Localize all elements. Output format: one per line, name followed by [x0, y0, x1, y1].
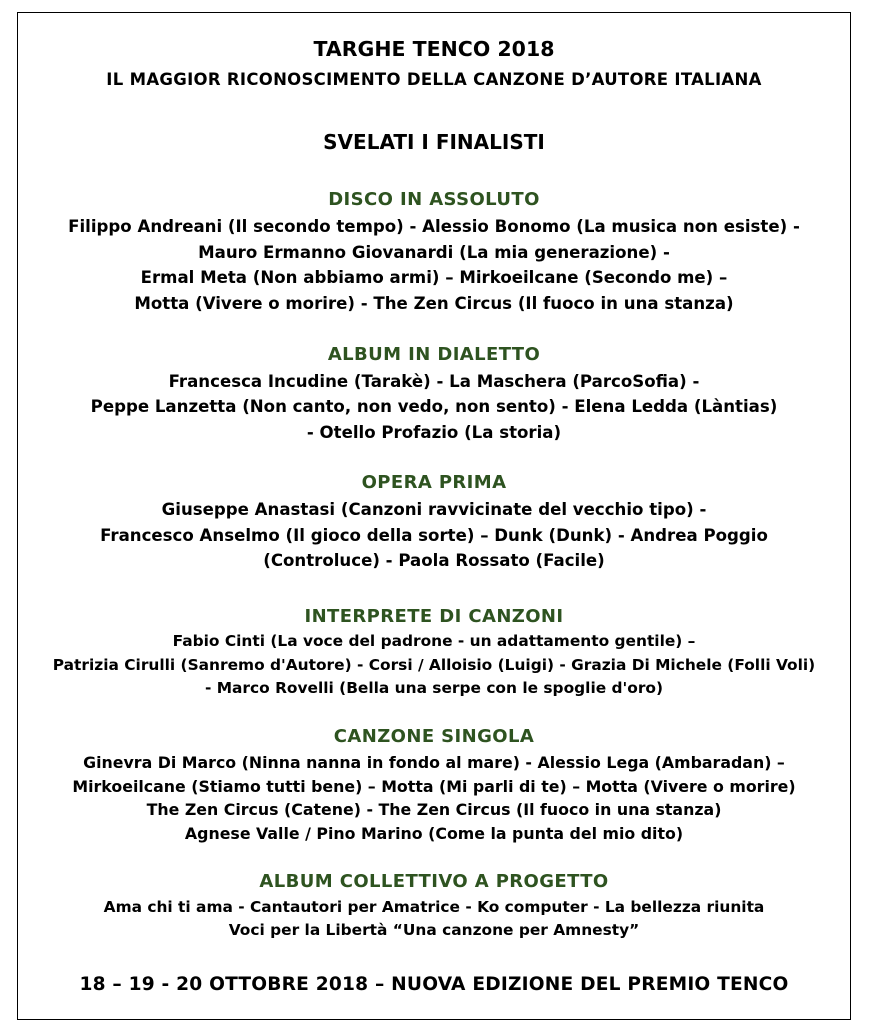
interprete-di-canzoni-line: - Marco Rovelli (Bella una serpe con le spoglie d'oro): [204, 679, 664, 697]
canzone-singola-line: The Zen Circus (Catene) - The Zen Circus (Il fuoco in una stanza): [146, 800, 722, 819]
canzone-singola-line: Mirkoeilcane (Stiamo tutti bene) – Motta (Mi parli di te) – Motta (Vivere o morire): [72, 777, 796, 796]
interprete-di-canzoni-line: Fabio Cinti (La voce del padrone - un adattamento gentile) –: [172, 632, 696, 650]
album-collettivo-line: Voci per la Libertà “Una canzone per Amnesty”: [228, 921, 640, 939]
section-title-disco-in-assoluto: DISCO IN ASSOLUTO: [328, 189, 540, 210]
footer-dates: 18 – 19 - 20 OTTOBRE 2018 – NUOVA EDIZIONE DEL PREMIO TENCO: [79, 974, 789, 995]
section-title-album-collettivo-a-progetto: ALBUM COLLETTIVO A PROGETTO: [259, 871, 609, 892]
canzone-singola-line: Ginevra Di Marco (Ninna nanna in fondo al mare) - Alessio Lega (Ambaradan) –: [83, 753, 785, 772]
section-title-album-in-dialetto: ALBUM IN DIALETTO: [327, 344, 541, 365]
opera-prima-line: Giuseppe Anastasi (Canzoni ravvicinate del vecchio tipo) -: [161, 500, 707, 519]
announcement-heading: SVELATI I FINALISTI: [323, 130, 545, 154]
disco-in-assoluto-line: Ermal Meta (Non abbiamo armi) – Mirkoeilcane (Secondo me) –: [140, 268, 728, 287]
disco-in-assoluto-line: Filippo Andreani (Il secondo tempo) - Alessio Bonomo (La musica non esiste) -: [68, 217, 800, 236]
section-title-canzone-singola: CANZONE SINGOLA: [333, 726, 535, 747]
album-in-dialetto-line: Peppe Lanzetta (Non canto, non vedo, non sento) - Elena Ledda (Làntias): [90, 397, 778, 416]
disco-in-assoluto-line: Mauro Ermanno Giovanardi (La mia generazione) -: [198, 243, 670, 262]
opera-prima-line: Francesco Anselmo (Il gioco della sorte) – Dunk (Dunk) - Andrea Poggio: [100, 526, 768, 545]
opera-prima-line: (Controluce) - Paola Rossato (Facile): [263, 551, 605, 570]
album-in-dialetto-line: Francesca Incudine (Tarakè) - La Maschera (ParcoSofia) -: [168, 372, 700, 391]
album-in-dialetto-line: - Otello Profazio (La storia): [306, 423, 562, 442]
interprete-di-canzoni-line: Patrizia Cirulli (Sanremo d'Autore) - Corsi / Alloisio (Luigi) - Grazia Di Michele (Folli Voli): [52, 656, 816, 674]
disco-in-assoluto-line: Motta (Vivere o morire) - The Zen Circus (Il fuoco in una stanza): [134, 294, 734, 313]
page-subtitle: IL MAGGIOR RICONOSCIMENTO DELLA CANZONE D’AUTORE ITALIANA: [106, 70, 762, 89]
section-title-interprete-di-canzoni: INTERPRETE DI CANZONI: [304, 606, 564, 627]
page-title: TARGHE TENCO 2018: [313, 37, 555, 61]
canzone-singola-line: Agnese Valle / Pino Marino (Come la punta del mio dito): [184, 824, 684, 843]
album-collettivo-line: Ama chi ti ama - Cantautori per Amatrice - Ko computer - La bellezza riunita: [103, 898, 765, 916]
section-title-opera-prima: OPERA PRIMA: [361, 472, 507, 493]
